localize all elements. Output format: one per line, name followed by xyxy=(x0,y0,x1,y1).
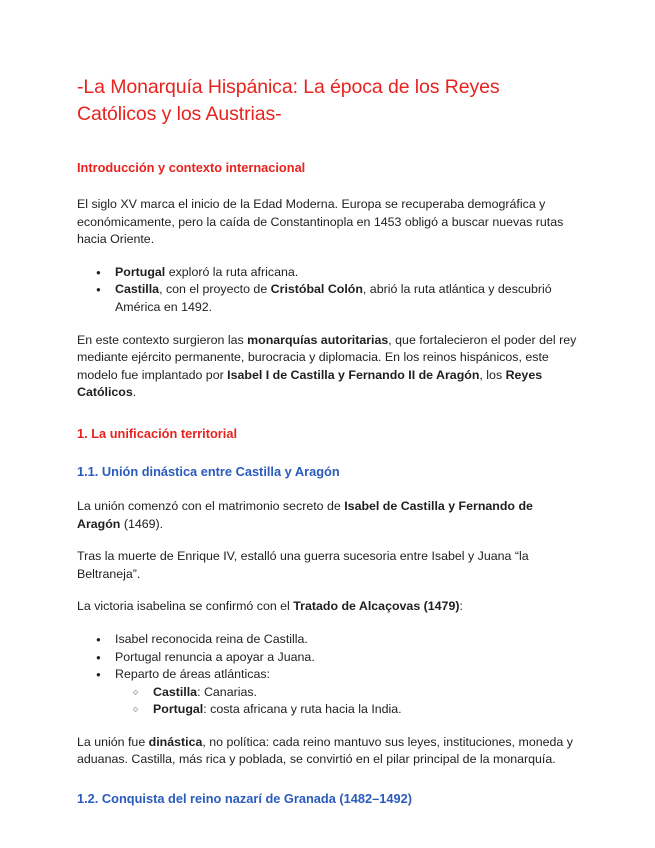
section-1-1-paragraph-1: La unión comenzó con el matrimonio secreto de Isabel de Castilla y Fernando de Aragón (1469). xyxy=(77,498,533,531)
atlantic-areas-sublist xyxy=(115,684,577,719)
section-1-heading: 1. La unificación territorial xyxy=(77,425,237,441)
list-item: ● Reparto de áreas atlánticas: ○ Castilla: Canarias. ○ Portugal: costa africana y ruta hacia la India. xyxy=(115,666,577,719)
section-1-1-paragraph-3: La victoria isabelina se confirmó con el Tratado de Alcaçovas (1479): xyxy=(77,599,463,614)
list-item: ● Portugal renuncia a apoyar a Juana. xyxy=(115,649,577,667)
list-item: ● Isabel reconocida reina de Castilla. xyxy=(115,631,577,649)
section-1-2-heading: 1.2. Conquista del reino nazarí de Granada (1482–1492) xyxy=(77,791,412,807)
list-item: ○ Castilla: Canarias. xyxy=(153,684,577,702)
intro-paragraph-1: El siglo XV marca el inicio de la Edad Moderna. Europa se recuperaba demográfica y económicamente, pero la caída de Constantinopla en 1453 obligó a buscar nuevas rutas hacia Oriente. xyxy=(77,197,564,247)
document-title: -La Monarquía Hispánica: La época de los Reyes Católicos y los Austrias- xyxy=(77,76,500,125)
treaty-bullet-list xyxy=(77,631,577,719)
section-1-1-paragraph-2: Tras la muerte de Enrique IV, estalló una guerra sucesoria entre Isabel y Juana “la Beltraneja”. xyxy=(77,549,529,581)
intro-paragraph-2: En este contexto surgieron las monarquías autoritarias, que fortalecieron el poder del rey mediante ejército permanente, burocracia y diplomacia. En los reinos hispánicos, este modelo fue implantado por Isabel I de Castilla y Fernando II de Aragón, los Reyes Católicos. xyxy=(77,332,577,400)
intro-heading: Introducción y contexto internacional xyxy=(77,160,306,175)
section-1-1-heading: 1.1. Unión dinástica entre Castilla y Aragón xyxy=(77,463,340,479)
list-item: ● Castilla, con el proyecto de Cristóbal Colón, abrió la ruta atlántica y descubrió América en 1492. xyxy=(115,281,577,316)
list-item: ○ Portugal: costa africana y ruta hacia la India. xyxy=(153,701,577,719)
section-1-1-paragraph-4: La unión fue dinástica, no política: cada reino mantuvo sus leyes, instituciones, moneda y aduanas. Castilla, más rica y poblada, se convirtió en el pilar principal de la monarquía. xyxy=(77,734,573,767)
list-item: ● Portugal exploró la ruta africana. xyxy=(115,264,577,282)
intro-bullet-list xyxy=(77,264,577,317)
